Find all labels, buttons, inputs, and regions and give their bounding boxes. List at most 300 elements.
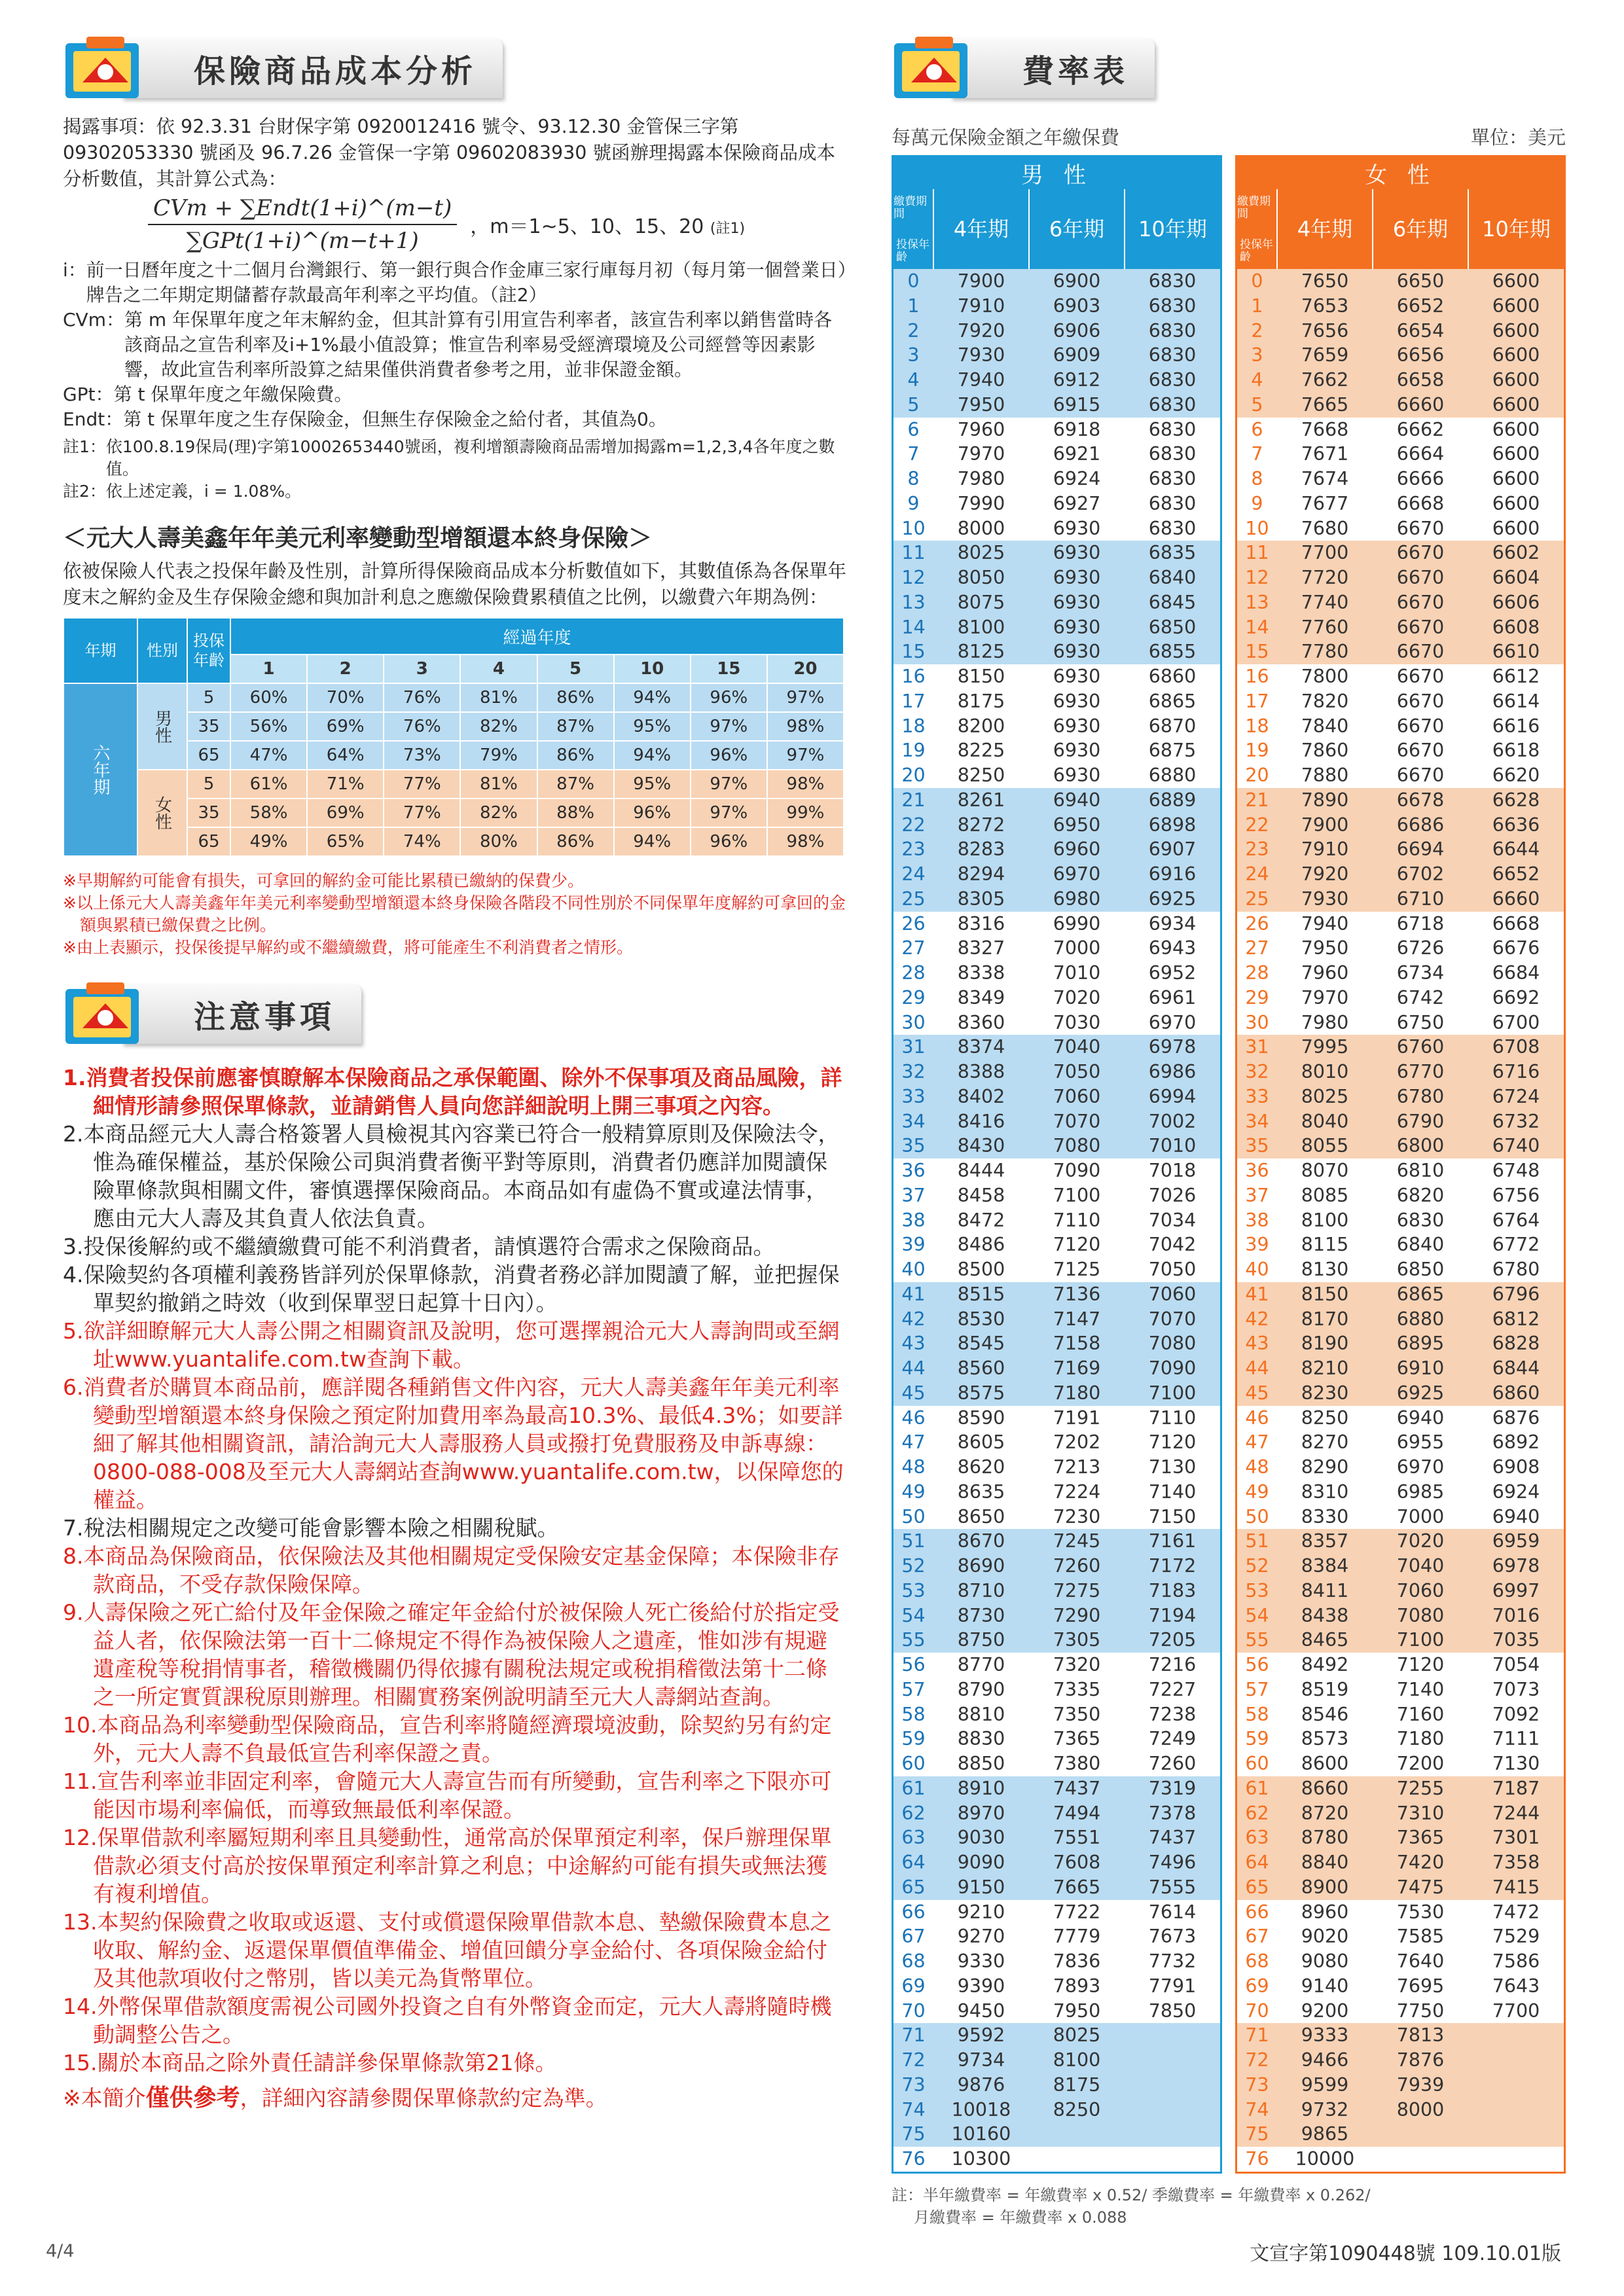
rate-row (893, 887, 1221, 912)
premium-cell: 9210 (957, 1901, 1005, 1923)
age-cell: 0 (893, 269, 934, 294)
age-cell: 4 (893, 368, 934, 393)
premium-cell: 7551 (1029, 1825, 1125, 1850)
age-cell: 22 (1236, 813, 1278, 838)
ratio-cell: 96% (691, 827, 767, 856)
rate-row (893, 1480, 1221, 1505)
age-cell: 1 (1236, 294, 1278, 319)
premium-cell: 6618 (1492, 740, 1540, 762)
premium-cell: 9599 (1277, 2073, 1373, 2098)
premium-cell: 8130 (1301, 1259, 1349, 1280)
ratio-cell: 98% (767, 827, 844, 856)
premium-cell: 6652 (1468, 862, 1565, 887)
premium-cell: 6918 (1053, 418, 1101, 440)
age-cell: 48 (1245, 1456, 1269, 1478)
col-head-6yr: 6年期 (1029, 189, 1125, 269)
ratio-cell: 97% (767, 741, 844, 770)
ratio-cell: 70% (307, 683, 384, 712)
definition-key: CVm： (63, 309, 124, 331)
section-title: 保險商品成本分析 (122, 38, 503, 98)
premium-cell (1468, 2098, 1565, 2123)
premium-cell: 6865 (1148, 690, 1197, 712)
rate-row (1236, 1628, 1565, 1653)
rate-row (1236, 1381, 1565, 1406)
premium-cell: 7920 (1277, 862, 1373, 887)
age-cell: 20 (1245, 764, 1269, 786)
rate-row (1236, 714, 1565, 739)
left-column (63, 31, 848, 2113)
rate-row (893, 1134, 1221, 1158)
premium-cell: 6600 (1492, 443, 1540, 465)
age-cell: 6 (1251, 418, 1263, 440)
premium-cell: 8830 (957, 1728, 1005, 1750)
ratio-cell: 97% (691, 798, 767, 827)
age-cell: 52 (1236, 1554, 1278, 1579)
premium-cell: 7010 (1125, 1134, 1221, 1158)
premium-cell: 7158 (1029, 1331, 1125, 1356)
premium-cell: 8310 (1301, 1480, 1349, 1503)
insurance-emblem-icon (63, 977, 148, 1049)
notice-header (63, 977, 848, 1049)
premium-cell: 9734 (933, 2048, 1029, 2073)
ratio-cell: 81% (460, 770, 537, 798)
premium-cell: 6912 (1029, 368, 1125, 393)
age-cell: 17 (1245, 690, 1269, 712)
ratio-cell: 98% (767, 770, 844, 798)
age-cell: 27 (901, 937, 926, 960)
premium-cell: 8210 (1277, 1356, 1373, 1381)
rate-row (893, 1109, 1221, 1134)
premium-cell: 8250 (1029, 2098, 1125, 2123)
premium-cell: 6600 (1492, 468, 1540, 490)
ratio-cell: 96% (614, 798, 691, 827)
premium-cell: 7990 (957, 492, 1005, 514)
premium-cell: 6604 (1468, 565, 1565, 590)
rate-row (893, 1875, 1221, 1900)
rate-row (1236, 418, 1565, 442)
premium-cell: 7656 (1277, 319, 1373, 344)
ratio-cell: 82% (460, 798, 537, 827)
age-cell: 11 (1236, 541, 1278, 565)
age-cell: 35 (893, 1134, 934, 1158)
rate-row (1236, 1282, 1565, 1307)
rate-row (893, 516, 1221, 541)
corner-bottom: 投保年齡 (896, 238, 929, 264)
female-rate-body (1236, 269, 1565, 2172)
premium-cell: 7779 (1053, 1926, 1101, 1948)
rate-row (893, 2023, 1221, 2048)
premium-cell: 7120 (1396, 1654, 1445, 1676)
premium-cell: 7720 (1277, 565, 1373, 590)
age-cell: 15 (1236, 639, 1278, 664)
age-cell: 36 (1245, 1160, 1269, 1181)
year-header: 15 (691, 655, 767, 683)
age-cell: 24 (893, 862, 934, 887)
premium-cell: 6760 (1373, 1035, 1468, 1060)
ratio-cell: 64% (307, 741, 384, 770)
year-header: 5 (537, 655, 614, 683)
premium-cell: 6750 (1396, 1011, 1445, 1033)
premium-cell: 7780 (1277, 639, 1373, 664)
product-title: ＜元大人壽美鑫年年美元利率變動型增額還本終身保險＞ (63, 525, 653, 552)
premium-cell: 7060 (1029, 1085, 1125, 1109)
rate-tables (892, 155, 1566, 2174)
ratio-cell: 94% (614, 741, 691, 770)
premium-cell: 9080 (1301, 1950, 1349, 1972)
premium-cell: 7365 (1053, 1728, 1101, 1750)
premium-cell: 6830 (1148, 468, 1197, 490)
rate-row (893, 590, 1221, 615)
age-cell: 64 (1236, 1850, 1278, 1875)
premium-cell: 7893 (1053, 1975, 1101, 1997)
premium-cell: 7668 (1301, 418, 1349, 440)
premium-cell: 8294 (933, 862, 1029, 887)
reference-bold: 僅供參考 (145, 2085, 240, 2111)
rate-row (893, 788, 1221, 813)
rate-row (1236, 986, 1565, 1011)
premium-cell: 6734 (1396, 962, 1445, 984)
ratio-cell: 58% (230, 798, 307, 827)
age-cell: 28 (901, 962, 926, 984)
notice-item: 4.保險契約各項權利義務皆詳列於保單條款，消費者務必詳加閱讀了解，並把握保單契約撤銷之時效（收到保單翌日起算十日內）。 (63, 1262, 840, 1316)
year-header: 3 (384, 655, 460, 683)
premium-cell (1029, 2147, 1125, 2172)
premium-cell: 6845 (1125, 590, 1221, 615)
premium-cell: 6656 (1373, 343, 1468, 368)
age-cell: 57 (901, 1678, 926, 1700)
age-cell: 41 (893, 1282, 934, 1307)
premium-cell: 7494 (1029, 1801, 1125, 1826)
gender-cell: 女性 (137, 770, 187, 856)
rate-row (1236, 615, 1565, 640)
rate-row (1236, 1307, 1565, 1332)
premium-cell: 6614 (1492, 690, 1540, 712)
rate-row (1236, 738, 1565, 763)
reference-suffix: ，詳細內容請參閱保單條款約定為準。 (240, 2085, 607, 2111)
rate-row (893, 1232, 1221, 1257)
age-cell: 62 (1236, 1801, 1278, 1826)
age-cell: 50 (1245, 1505, 1269, 1528)
premium-cell: 7860 (1301, 740, 1349, 762)
ratio-cell: 71% (307, 770, 384, 798)
premium-cell: 8010 (1277, 1060, 1373, 1085)
premium-cell: 6670 (1373, 615, 1468, 640)
right-column (892, 31, 1566, 2229)
premium-cell: 6909 (1029, 343, 1125, 368)
header-gender-text: 性別 (147, 641, 178, 660)
premium-cell: 7260 (1148, 1753, 1197, 1774)
footnote-row (63, 436, 848, 480)
premium-cell: 8175 (1029, 2073, 1125, 2098)
premium-cell: 6662 (1396, 418, 1445, 440)
premium-cell: 7415 (1468, 1875, 1565, 1900)
rate-row (1236, 2023, 1565, 2048)
rate-row (1236, 368, 1565, 393)
premium-cell: 7110 (1053, 1209, 1101, 1231)
premium-cell: 7054 (1492, 1654, 1540, 1676)
rate-row (893, 615, 1221, 640)
age-cell: 70 (1245, 2000, 1269, 2022)
rate-row (1236, 590, 1565, 615)
premium-cell: 6670 (1396, 740, 1445, 762)
premium-cell: 7092 (1492, 1703, 1540, 1725)
period-cell: 六年期 (63, 683, 137, 856)
premium-cell: 6980 (1029, 887, 1125, 912)
rate-row (893, 442, 1221, 467)
premium-cell: 8545 (933, 1331, 1029, 1356)
premium-cell: 7120 (1148, 1431, 1197, 1454)
age-cell: 73 (1236, 2073, 1278, 2098)
rate-row (1236, 664, 1565, 689)
premium-cell: 7130 (1492, 1753, 1540, 1774)
rate-row (1236, 1702, 1565, 1727)
ratio-cell: 82% (460, 712, 537, 741)
premium-cell: 8910 (933, 1776, 1029, 1801)
rate-row (893, 1677, 1221, 1702)
rate-row (893, 1727, 1221, 1751)
premium-cell: 7147 (1029, 1307, 1125, 1332)
premium-cell: 7080 (1029, 1134, 1125, 1158)
rate-row (893, 1974, 1221, 1999)
age-cell: 17 (901, 690, 926, 712)
rate-row (893, 393, 1221, 418)
premium-cell (1125, 2023, 1221, 2048)
age-cell: 5 (893, 393, 934, 418)
premium-cell: 6840 (1396, 1234, 1445, 1256)
premium-cell: 6812 (1468, 1307, 1565, 1332)
age-cell: 5 (187, 683, 230, 712)
rate-row (1236, 1974, 1565, 1999)
premium-cell: 7437 (1029, 1776, 1125, 1801)
premium-cell: 8444 (957, 1160, 1005, 1181)
notice-item: 15.關於本商品之除外責任請詳參保單條款第21條。 (63, 2050, 557, 2075)
premium-cell: 6686 (1373, 813, 1468, 838)
premium-cell: 8250 (957, 764, 1005, 786)
ratio-cell: 97% (767, 683, 844, 712)
premium-cell: 6708 (1468, 1035, 1565, 1060)
age-cell: 4 (1236, 368, 1278, 393)
premium-cell: 6600 (1468, 294, 1565, 319)
premium-cell: 7319 (1125, 1776, 1221, 1801)
header-age (187, 618, 230, 683)
premium-cell: 8360 (957, 1011, 1005, 1033)
premium-cell: 7750 (1396, 2000, 1445, 2022)
age-cell: 62 (893, 1801, 934, 1826)
premium-cell: 6930 (1053, 666, 1101, 687)
premium-cell: 6600 (1492, 492, 1540, 514)
age-cell: 31 (1236, 1035, 1278, 1060)
premium-cell (1468, 2147, 1565, 2172)
reference-prefix: ※本簡介 (63, 2085, 146, 2111)
header-period (63, 618, 137, 683)
rate-row (893, 1505, 1221, 1530)
premium-cell: 9333 (1277, 2023, 1373, 2048)
age-cell: 12 (893, 565, 934, 590)
premium-cell: 7244 (1468, 1801, 1565, 1826)
rate-row (893, 1850, 1221, 1875)
ratio-cell: 86% (537, 741, 614, 770)
age-cell: 7 (1251, 443, 1263, 465)
male-rate-table (892, 155, 1222, 2174)
premium-cell: 7671 (1301, 443, 1349, 465)
rate-row (1236, 936, 1565, 961)
premium-cell: 7890 (1277, 788, 1373, 813)
premium-cell: 7840 (1301, 715, 1349, 737)
age-cell: 35 (1236, 1134, 1278, 1158)
premium-cell: 7335 (1053, 1678, 1101, 1700)
premium-cell: 8430 (933, 1134, 1029, 1158)
rate-row (893, 961, 1221, 986)
age-cell: 20 (901, 764, 926, 786)
premium-cell (1125, 2098, 1221, 2123)
premium-cell: 6670 (1396, 764, 1445, 786)
formula-numerator: CVm + ∑Endt(1+i)^(m−t) (148, 195, 457, 225)
table-row (63, 770, 844, 798)
premium-cell: 7529 (1492, 1926, 1540, 1948)
premium-cell: 6600 (1468, 319, 1565, 344)
definition-row (63, 308, 848, 382)
rate-row (893, 2073, 1221, 2098)
premium-cell: 6644 (1468, 837, 1565, 862)
col-head-4yr: 4年期 (1277, 189, 1373, 269)
premium-cell: 7026 (1148, 1184, 1197, 1206)
age-cell: 2 (1236, 319, 1278, 344)
corner-bottom: 投保年齡 (1240, 238, 1273, 264)
ratio-cell: 61% (230, 770, 307, 798)
premium-cell: 7070 (1029, 1109, 1125, 1134)
premium-cell: 6772 (1492, 1234, 1540, 1256)
age-cell: 7 (907, 443, 920, 465)
premium-cell: 8750 (933, 1628, 1029, 1653)
age-cell: 38 (1245, 1209, 1269, 1231)
premium-cell: 6732 (1468, 1109, 1565, 1134)
premium-cell: 8605 (957, 1431, 1005, 1454)
premium-cell: 7674 (1301, 468, 1349, 490)
age-cell: 21 (1236, 788, 1278, 813)
rate-row (1236, 1604, 1565, 1628)
ratio-cell: 69% (307, 712, 384, 741)
premium-cell: 6889 (1125, 788, 1221, 813)
premium-cell (1373, 2147, 1468, 2172)
rate-row (893, 492, 1221, 516)
age-cell: 8 (1251, 468, 1263, 490)
rate-row (1236, 516, 1565, 541)
rate-row (1236, 1850, 1565, 1875)
premium-cell: 6840 (1125, 565, 1221, 590)
definition-key: GPt： (63, 384, 114, 405)
premium-cell: 7695 (1396, 1975, 1445, 1997)
ratio-cell: 94% (614, 827, 691, 856)
premium-cell: 7035 (1468, 1628, 1565, 1653)
age-cell: 27 (1245, 937, 1269, 960)
rate-row (1236, 1085, 1565, 1109)
ratio-cell: 77% (384, 770, 460, 798)
premium-cell: 6742 (1396, 986, 1445, 1009)
rate-row (1236, 269, 1565, 294)
age-cell: 49 (1245, 1480, 1269, 1503)
premium-cell: 7920 (933, 319, 1029, 344)
premium-cell: 8272 (933, 813, 1029, 838)
premium-cell: 7880 (1301, 764, 1349, 786)
premium-cell: 8710 (933, 1579, 1029, 1604)
premium-cell: 7111 (1492, 1728, 1540, 1750)
premium-cell: 6700 (1492, 1011, 1540, 1033)
age-cell: 19 (901, 740, 926, 762)
premium-cell: 7140 (1396, 1678, 1445, 1700)
premium-cell: 7320 (1053, 1654, 1101, 1676)
premium-cell: 6692 (1492, 986, 1540, 1009)
premium-cell: 6660 (1468, 887, 1565, 912)
premium-cell: 6620 (1492, 764, 1540, 786)
rate-row (1236, 2098, 1565, 2123)
notice-item: 12.保單借款利率屬短期利率且具變動性，通常高於保單預定利率，保戶辦理保單借款必須支付高於按保單預定利率計算之利息；中途解約可能有損失或無法獲有複利增值。 (63, 1825, 832, 1907)
rate-row (1236, 1529, 1565, 1554)
age-cell: 11 (893, 541, 934, 565)
rate-row (1236, 1900, 1565, 1925)
premium-cell: 8055 (1277, 1134, 1373, 1158)
corner-cell (893, 189, 934, 269)
premium-cell: 6860 (1148, 666, 1197, 687)
ratio-cell: 81% (460, 683, 537, 712)
age-cell: 58 (1245, 1703, 1269, 1725)
insurance-emblem-icon (63, 31, 148, 103)
premium-cell: 8492 (1301, 1654, 1349, 1676)
rate-row (893, 319, 1221, 344)
premium-cell: 8025 (933, 541, 1029, 565)
age-cell: 39 (901, 1234, 926, 1256)
premium-cell: 6875 (1148, 740, 1197, 762)
rate-row (893, 912, 1221, 937)
formula-denominator: ∑GPt(1+i)^(m−t+1) (186, 228, 419, 254)
rate-row (893, 1282, 1221, 1307)
age-cell: 55 (1236, 1628, 1278, 1653)
premium-cell: 7183 (1125, 1579, 1221, 1604)
rate-row (893, 862, 1221, 887)
rate-row (893, 1307, 1221, 1332)
premium-cell: 7130 (1148, 1456, 1197, 1478)
age-cell: 26 (1245, 912, 1269, 935)
premium-cell: 7665 (1029, 1875, 1125, 1900)
premium-cell: 6710 (1373, 887, 1468, 912)
rate-row (1236, 1949, 1565, 1974)
rate-row (1236, 1060, 1565, 1085)
premium-cell: 8388 (933, 1060, 1029, 1085)
age-cell: 47 (1245, 1431, 1269, 1454)
premium-cell: 6850 (1396, 1259, 1445, 1280)
rate-note (892, 2184, 1566, 2229)
premium-cell: 8330 (1301, 1505, 1349, 1528)
premium-cell: 6606 (1468, 590, 1565, 615)
premium-cell: 6600 (1468, 343, 1565, 368)
premium-cell (1468, 2073, 1565, 2098)
premium-cell: 8620 (957, 1456, 1005, 1478)
rate-row (893, 1751, 1221, 1776)
premium-cell: 7301 (1468, 1825, 1565, 1850)
age-cell: 67 (901, 1926, 926, 1948)
premium-cell: 7732 (1148, 1950, 1197, 1972)
notice-item: 9.人壽保險之死亡給付及年金保險之確定年金給付於被保險人死亡後給付於指定受益人者，依保險法第一百十二條規定不得作為被保險人之遺產，惟如涉有規避遺產稅等稅捐情事者，稽徵機關仍得依據有關稅法規定或稅捐稽徵法第十二條之一所定實質課稅原則辦理。相關實務案例說明請至元大人壽網站查詢。 (63, 1600, 840, 1710)
premium-cell: 7555 (1125, 1875, 1221, 1900)
age-cell: 50 (901, 1505, 926, 1528)
age-cell: 37 (901, 1184, 926, 1206)
notice-item: 3.投保後解約或不繼續繳費可能不利消費者，請慎選符合需求之保險商品。 (63, 1234, 775, 1259)
premium-cell: 8384 (1277, 1554, 1373, 1579)
age-cell: 15 (893, 639, 934, 664)
age-cell: 53 (893, 1579, 934, 1604)
premium-cell: 8486 (957, 1234, 1005, 1256)
premium-cell: 6608 (1468, 615, 1565, 640)
premium-cell: 7673 (1148, 1926, 1197, 1948)
